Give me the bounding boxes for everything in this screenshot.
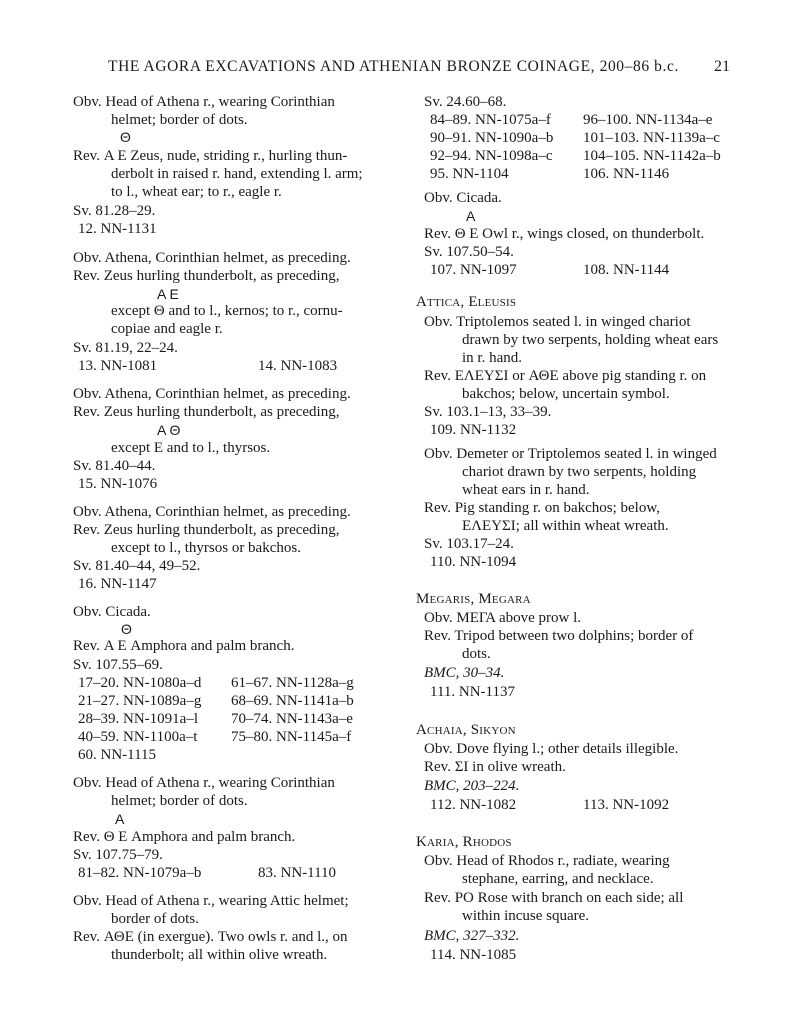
catalog-entry: 92–94. NN-1098a–c xyxy=(430,148,553,164)
catalog-entry: 17–20. NN-1080a–d xyxy=(78,675,202,691)
catalog-entry: 13. NN-1081 xyxy=(78,358,158,374)
text-line: Rev. ΕΛΕΥΣΙ or ΑΘΕ above pig standing r. on xyxy=(424,368,707,384)
monogram-line: Α Θ xyxy=(157,422,181,438)
sv-reference: Sv. 107.75–79. xyxy=(73,847,163,863)
catalog-entry: 40–59. NN-1100a–t xyxy=(78,729,198,745)
catalog-entry: 111. NN-1137 xyxy=(430,684,515,700)
catalog-entry: 15. NN-1076 xyxy=(78,476,158,492)
section-heading: Megaris, Megara xyxy=(416,591,531,607)
text-line: Obv. Demeter or Triptolemos seated l. in winged xyxy=(424,446,717,462)
text-line: dots. xyxy=(462,646,491,662)
text-line: Rev. ΡΟ Rose with branch on each side; all xyxy=(424,890,684,906)
sv-reference: Sv. 81.28–29. xyxy=(73,203,156,219)
text-line: except Θ and to l., kernos; to r., cornu- xyxy=(111,303,343,319)
catalog-entry: 84–89. NN-1075a–f xyxy=(430,112,551,128)
monogram-line: Α xyxy=(466,208,476,224)
catalog-entry: 109. NN-1132 xyxy=(430,422,517,438)
section-heading: Attica, Eleusis xyxy=(416,294,517,310)
monogram-line: Θ xyxy=(121,621,132,637)
catalog-entry: 112. NN-1082 xyxy=(430,797,517,813)
text-line: wheat ears in r. hand. xyxy=(462,482,590,498)
catalog-entry: 75–80. NN-1145a–f xyxy=(231,729,352,745)
monogram-line: Θ xyxy=(120,129,131,145)
text-line: Obv. Head of Athena r., wearing Corinthian xyxy=(73,775,335,791)
text-line: copiae and eagle r. xyxy=(111,321,223,337)
catalog-entry: 68–69. NN-1141a–b xyxy=(231,693,354,709)
text-line: in r. hand. xyxy=(462,350,522,366)
text-line: Rev. Θ Ε Amphora and palm branch. xyxy=(73,829,296,845)
text-line: Obv. Head of Athena r., wearing Corinthian xyxy=(73,94,335,110)
text-line: Rev. Θ Ε Owl r., wings closed, on thunderbolt. xyxy=(424,226,705,242)
catalog-entry: 108. NN-1144 xyxy=(583,262,670,278)
catalog-entry: 14. NN-1083 xyxy=(258,358,338,374)
catalog-entry: 101–103. NN-1139a–c xyxy=(583,130,720,146)
text-line: helmet; border of dots. xyxy=(111,112,248,128)
bmc-reference: BMC, 327–332. xyxy=(424,928,520,944)
page-number: 21 xyxy=(714,58,730,75)
text-line: Obv. Cicada. xyxy=(73,604,151,620)
catalog-entry: 114. NN-1085 xyxy=(430,947,517,963)
text-line: except to l., thyrsos or bakchos. xyxy=(111,540,301,556)
catalog-entry: 12. NN-1131 xyxy=(78,221,157,237)
text-line: Obv. Athena, Corinthian helmet, as preceding. xyxy=(73,250,351,266)
text-line: helmet; border of dots. xyxy=(111,793,248,809)
text-line: ΕΛΕΥΣΙ; all within wheat wreath. xyxy=(462,518,669,534)
sv-reference: Sv. 81.40–44, 49–52. xyxy=(73,558,201,574)
text-line: Rev. Α Ε Amphora and palm branch. xyxy=(73,638,295,654)
text-line: Obv. Athena, Corinthian helmet, as preceding. xyxy=(73,386,351,402)
catalog-entry: 60. NN-1115 xyxy=(78,747,157,763)
catalog-entry: 70–74. NN-1143a–e xyxy=(231,711,353,727)
sv-reference: Sv. 24.60–68. xyxy=(424,94,507,110)
catalog-entry: 83. NN-1110 xyxy=(258,865,337,881)
text-line: border of dots. xyxy=(111,911,199,927)
text-line: Rev. Α Ε Zeus, nude, striding r., hurling thun- xyxy=(73,148,348,164)
catalog-entry: 95. NN-1104 xyxy=(430,166,509,182)
text-line: within incuse square. xyxy=(462,908,590,924)
text-line: Obv. Triptolemos seated l. in winged chariot xyxy=(424,314,691,330)
text-line: stephane, earring, and necklace. xyxy=(462,871,654,887)
catalog-entry: 107. NN-1097 xyxy=(430,262,517,278)
catalog-entry: 90–91. NN-1090a–b xyxy=(430,130,554,146)
running-header: THE AGORA EXCAVATIONS AND ATHENIAN BRONZE COINAGE, 200–86 b.c. xyxy=(108,58,679,75)
catalog-entry: 61–67. NN-1128a–g xyxy=(231,675,354,691)
catalog-entry: 28–39. NN-1091a–l xyxy=(78,711,198,727)
text-line: drawn by two serpents, holding wheat ears xyxy=(462,332,719,348)
sv-reference: Sv. 81.40–44. xyxy=(73,458,156,474)
text-line: Rev. ΣΙ in olive wreath. xyxy=(424,759,566,775)
catalog-entry: 106. NN-1146 xyxy=(583,166,670,182)
text-line: Rev. Zeus hurling thunderbolt, as preceding, xyxy=(73,522,340,538)
sv-reference: Sv. 107.55–69. xyxy=(73,657,163,673)
monogram-line: Α xyxy=(115,811,125,827)
text-line: Obv. Dove flying l.; other details illegible. xyxy=(424,741,679,757)
section-heading: Achaia, Sikyon xyxy=(416,722,516,738)
catalog-entry: 21–27. NN-1089a–g xyxy=(78,693,202,709)
text-line: Obv. Head of Athena r., wearing Attic helmet; xyxy=(73,893,349,909)
bmc-reference: BMC, 203–224. xyxy=(424,778,520,794)
section-heading: Karia, Rhodos xyxy=(416,834,512,850)
text-line: to l., wheat ear; to r., eagle r. xyxy=(111,184,282,200)
text-line: Rev. Tripod between two dolphins; border of xyxy=(424,628,694,644)
catalog-entry: 81–82. NN-1079a–b xyxy=(78,865,202,881)
text-line: chariot drawn by two serpents, holding xyxy=(462,464,697,480)
sv-reference: Sv. 103.1–13, 33–39. xyxy=(424,404,552,420)
text-line: except Ε and to l., thyrsos. xyxy=(111,440,271,456)
text-line: bakchos; below, uncertain symbol. xyxy=(462,386,670,402)
text-line: Obv. Athena, Corinthian helmet, as preceding. xyxy=(73,504,351,520)
text-line: Obv. Head of Rhodos r., radiate, wearing xyxy=(424,853,670,869)
text-line: derbolt in raised r. hand, extending l. arm; xyxy=(111,166,363,182)
catalog-entry: 110. NN-1094 xyxy=(430,554,517,570)
text-line: Rev. Pig standing r. on bakchos; below, xyxy=(424,500,660,516)
catalog-entry: 16. NN-1147 xyxy=(78,576,157,592)
text-line: thunderbolt; all within olive wreath. xyxy=(111,947,328,963)
catalog-entry: 113. NN-1092 xyxy=(583,797,670,813)
sv-reference: Sv. 103.17–24. xyxy=(424,536,514,552)
text-line: Rev. Zeus hurling thunderbolt, as preceding, xyxy=(73,268,340,284)
sv-reference: Sv. 107.50–54. xyxy=(424,244,514,260)
sv-reference: Sv. 81.19, 22–24. xyxy=(73,340,178,356)
bmc-reference: BMC, 30–34. xyxy=(424,665,505,681)
text-line: Obv. Cicada. xyxy=(424,190,502,206)
text-line: Obv. ΜΕΓΑ above prow l. xyxy=(424,610,582,626)
text-line: Rev. Zeus hurling thunderbolt, as preceding, xyxy=(73,404,340,420)
monogram-line: Α Ε xyxy=(157,286,179,302)
text-line: Rev. ΑΘΕ (in exergue). Two owls r. and l., on xyxy=(73,929,348,945)
catalog-entry: 96–100. NN-1134a–e xyxy=(583,112,713,128)
catalog-entry: 104–105. NN-1142a–b xyxy=(583,148,721,164)
